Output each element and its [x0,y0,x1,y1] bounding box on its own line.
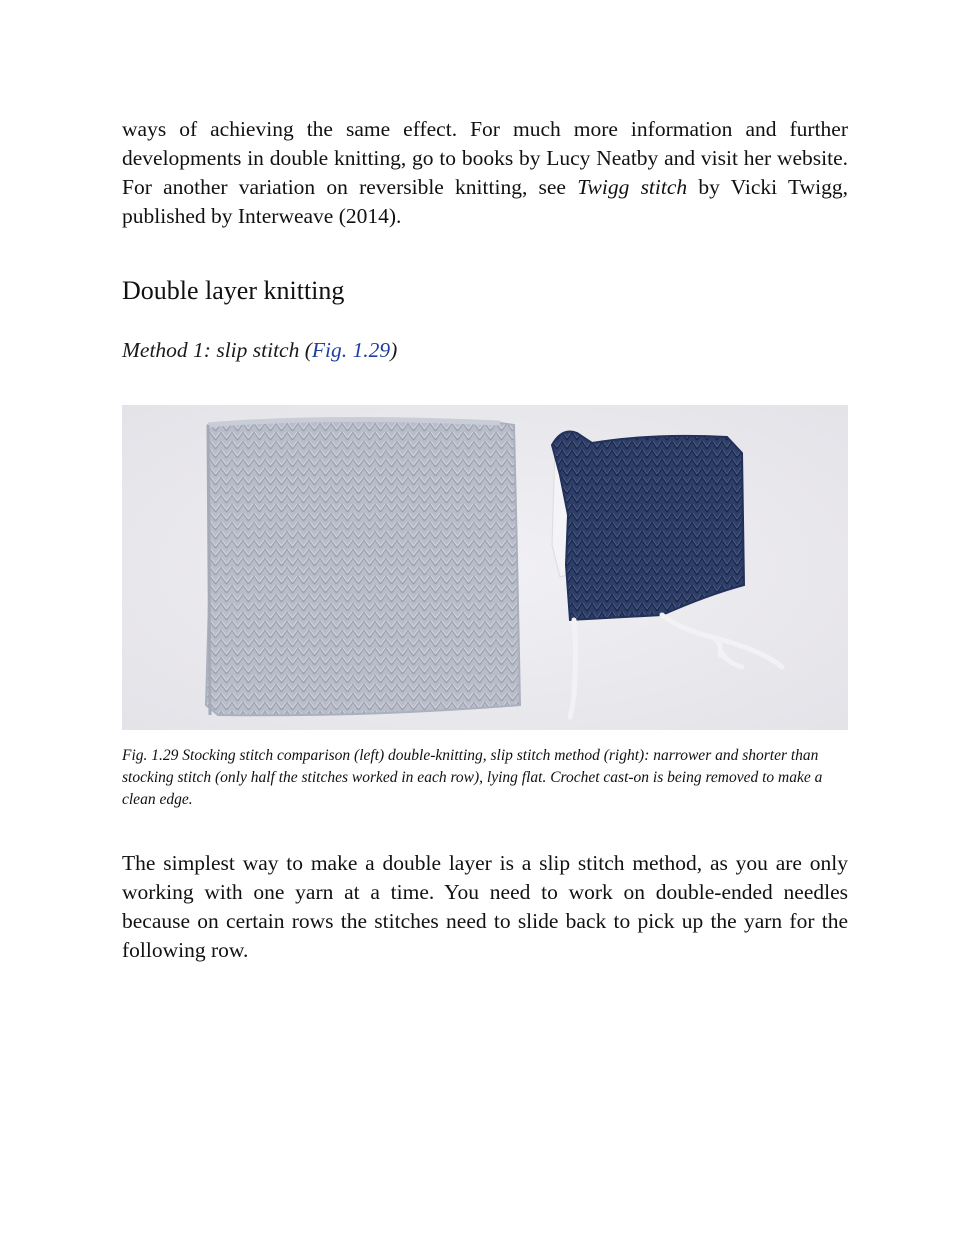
method-subheading [122,338,397,363]
grey-stocking-stitch-swatch [206,419,520,715]
body-paragraph: The simplest way to make a double layer is a slip stitch method, as you are only working with one yarn at a time. You need to work on double-ended needles because on certain rows the stitches need to slide back to pick up the yarn for the following row. [122,851,848,962]
knitting-swatch-photo [122,405,848,730]
intro-text-part2: by Vicki Twigg, published by Interweave (2014). [122,175,848,228]
section-heading: Double layer knitting [122,276,345,305]
figure-reference-link[interactable]: Fig. 1.29 [311,338,391,362]
subheading-prefix: Method 1: slip stitch ( [122,338,312,362]
intro-paragraph [122,115,848,231]
blue-slip-stitch-swatch [552,432,744,621]
subheading-suffix: ) [390,338,398,362]
book-title: Twigg stitch [577,175,688,199]
figure-caption: Fig. 1.29 Stocking stitch comparison (left) double-knitting, slip stitch method (right): narrower and shorter than stocking stitch (only half the stitches worked in each row), lying flat. Crochet cast-on is being removed to make a clean edge. [122,747,823,808]
intro-text-part1: ways of achieving the same effect. For much more information and further developments in double knitting, go to books by Lucy Neatby and visit her website. For another variation on reversible knitting, see [122,117,848,199]
